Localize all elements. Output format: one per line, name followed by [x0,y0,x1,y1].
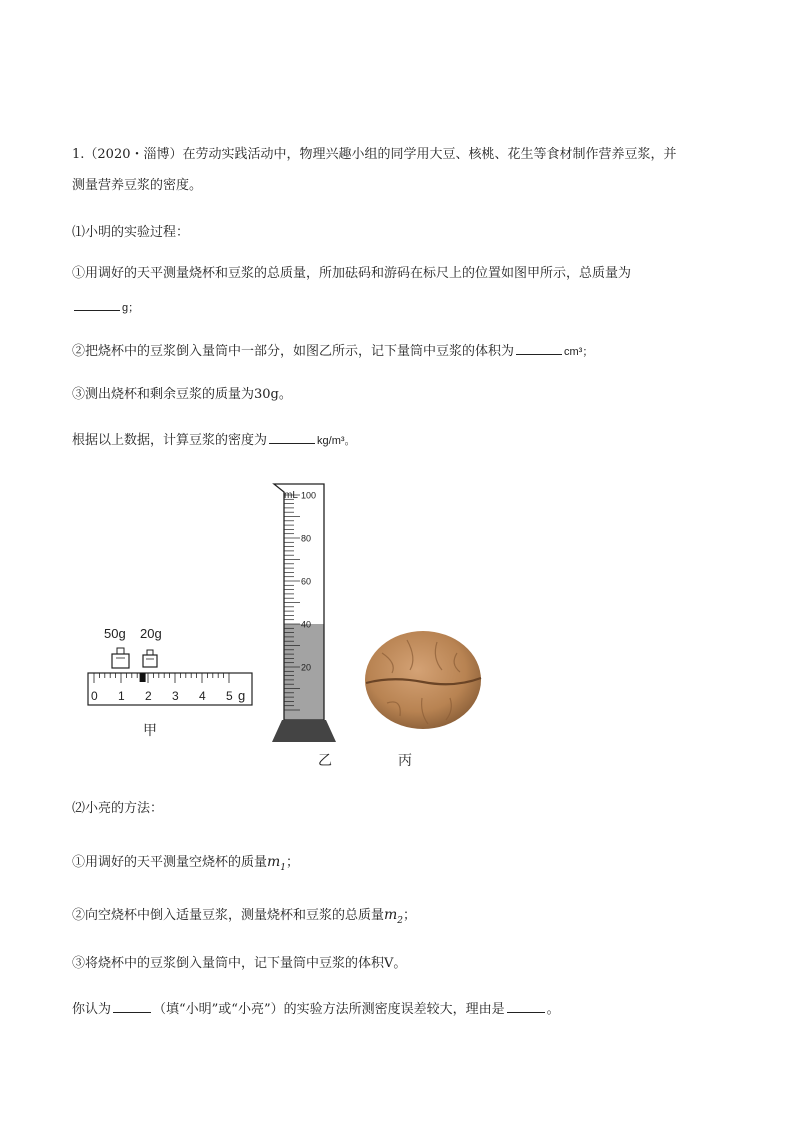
cylinder-scale-label: 40 [301,619,312,630]
intro-text-1: 在劳动实践活动中，物理兴趣小组的同学用大豆、核桃、花生等食材制作营养豆浆，并 [182,147,677,162]
figure-bing-walnut [362,628,484,732]
ruler-unit-label: g [238,688,246,703]
p2-step2-end: ； [403,908,417,923]
calc-line [72,431,356,450]
conclusion-text-b: （填“小明”或“小亮”）的实验方法所测密度误差较大，理由是 [153,1002,505,1017]
step1-unit: g； [122,302,140,314]
cylinder-scale-label: 80 [301,533,312,544]
step1-answer-blank[interactable] [74,298,120,311]
question-intro-line2: 测量营养豆浆的密度。 [72,178,203,193]
cylinder-scale-label: 60 [301,576,312,587]
figure-yi [270,482,342,744]
question-source: 1.（2020・淄博） [72,147,183,162]
part2-heading: ⑵小亮的方法： [72,801,164,816]
weight-50g-icon [112,648,129,668]
conclusion-text-c: 。 [546,1002,560,1017]
m2-variable: $m_2$ [384,907,404,926]
step2-text: ②把烧杯中的豆浆倒入量筒中一部分，如图乙所示，记下量筒中豆浆的体积为 [72,344,515,359]
part1-heading: ⑴小明的实验过程： [72,225,190,240]
m1-variable: $m_1$ [267,854,287,873]
step2-answer-blank[interactable] [516,342,562,355]
ruler-tick-label: 0 [91,689,98,703]
rider-marker [140,673,146,682]
p2-step1-line [72,853,299,877]
ruler-tick-label: 4 [199,689,206,703]
conclusion-text-a: 你认为 [72,1002,112,1017]
p2-step1-end: ； [286,855,300,870]
figure-bing-caption: 丙 [398,753,412,769]
cylinder-base [272,720,336,742]
step2-line [72,342,593,361]
figure-yi-caption: 乙 [318,753,332,769]
step3-text: ③测出烧杯和剩余豆浆的质量为30g。 [72,387,292,402]
step1-text: ①用调好的天平测量烧杯和豆浆的总质量，所加砝码和游码在标尺上的位置如图甲所示，总质量为 [72,266,632,281]
question-intro-line1 [72,146,677,164]
cylinder-scale-label: 100 [301,490,317,501]
figure-jia [80,620,260,745]
cylinder-scale-label: 20 [301,662,312,673]
ruler-tick-label: 5 [226,689,233,703]
figure-jia-caption: 甲 [143,723,157,739]
ruler-tick-label: 3 [172,689,179,703]
choice-answer-blank[interactable] [113,1000,151,1013]
p2-step1-text: ①用调好的天平测量空烧杯的质量 [72,855,268,870]
step2-unit: cm³； [564,346,594,358]
reason-answer-blank[interactable] [507,1000,545,1013]
calc-text: 根据以上数据，计算豆浆的密度为 [72,433,268,448]
density-answer-blank[interactable] [269,431,315,444]
p2-step2-line [72,906,416,930]
ruler-tick-label: 1 [118,689,125,703]
p2-step3-text: ③将烧杯中的豆浆倒入量筒中，记下量筒中豆浆的体积V。 [72,956,407,971]
ruler-tick-label: 2 [145,689,152,703]
weight-20g-label: 20g [140,626,162,641]
calc-unit: kg/m³。 [317,435,356,447]
conclusion-line [72,1000,560,1019]
cylinder-unit: mL [284,490,298,501]
weight-50g-label: 50g [104,626,126,641]
weight-20g-icon [143,650,157,667]
step1-answer-line [72,298,139,317]
p2-step2-text: ②向空烧杯中倒入适量豆浆，测量烧杯和豆浆的总质量 [72,908,385,923]
